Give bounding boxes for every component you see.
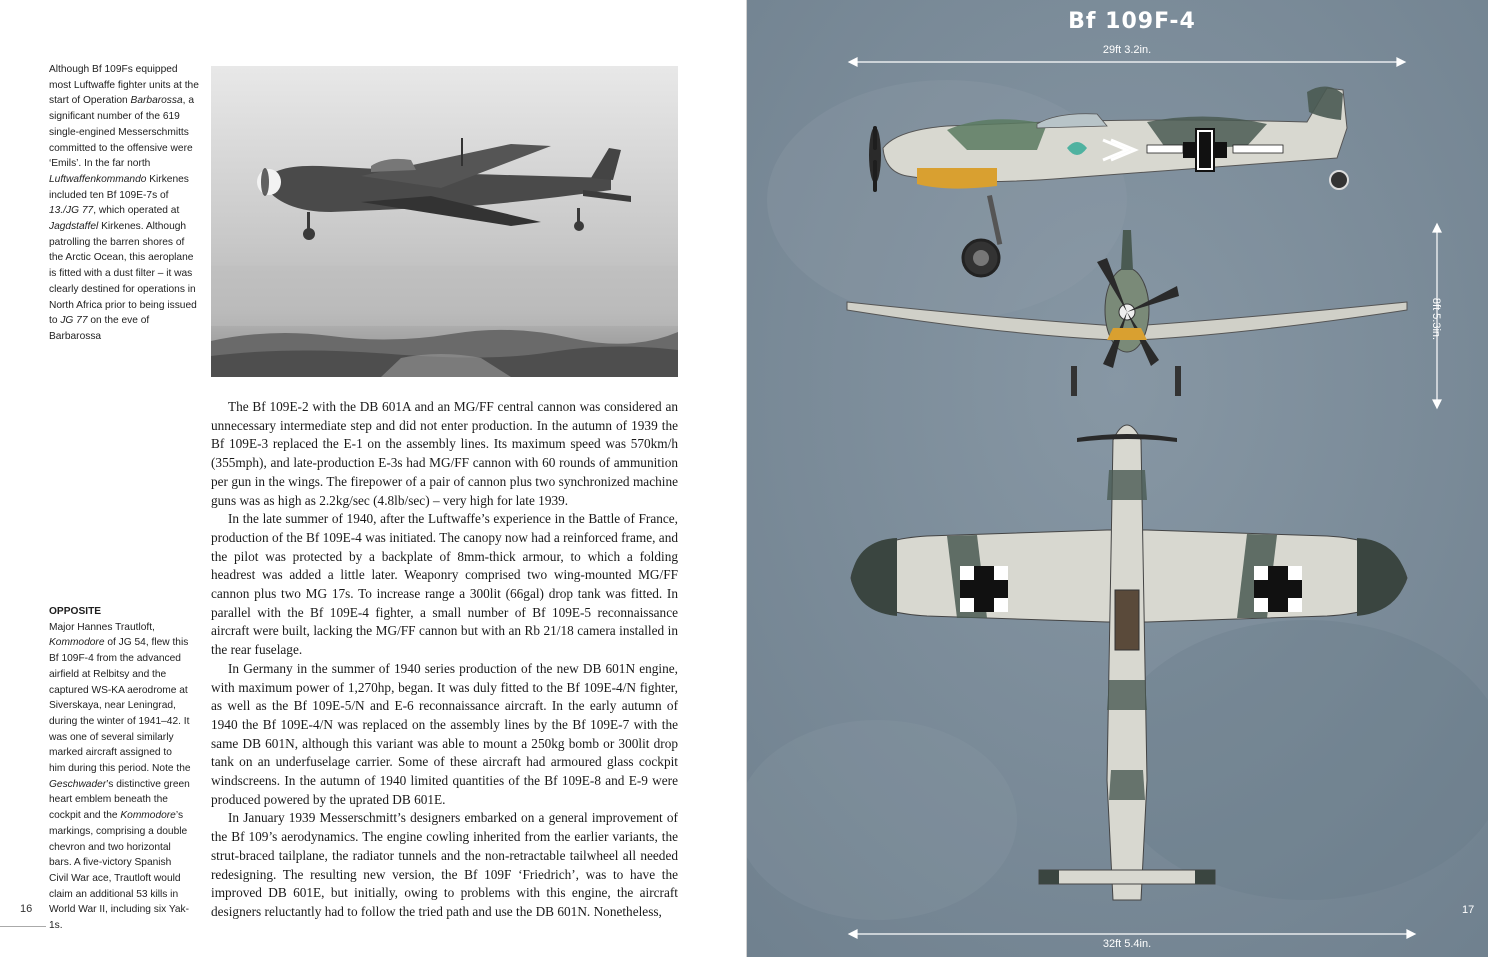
paragraph: The Bf 109E-2 with the DB 601A and an MG/FF central cannon was considered an unnecessary intermediate step and did not enter production. In the autumn of 1939 the Bf 109E-3 replaced the E-1 on the assembly lines. Its maximum speed was 570km/h (355mph), and late-production E-3s had MG/FF cannon with 60 rounds of ammunition per gun in the wings. The firepower of a pair of cannon plus two synchronized machine guns was as high as 2.2kg/sec (4.8lb/sec) – very high for late 1939. (211, 399, 678, 508)
historical-photo (211, 66, 678, 377)
caption-text: Kirkenes. Although patrolling the barren shores of the Arctic Ocean, this aeroplane is fitted with a dust filter – it was clearly destined for operations in North Africa prior to being issued to (49, 221, 197, 327)
caption-text: Kirkenes included ten Bf 109E-7s of (49, 173, 189, 201)
wing-cross-left (960, 566, 1008, 612)
paragraph: In the late summer of 1940, after the Luftwaffe’s experience in the Battle of France, production of the Bf 109E-4 was initiated. The canopy now had a reinforced frame, and the pilot was protected by a backplate of 8mm-thick armour, to which a folding headrest was added a little later. Weaponry comprised two wing-mounted MG/FF cannon plus two MG 17s. To increase range a 300lit (66gal) drop tank was fitted. In parallel with the Bf 109E-4 fighter, a small number of Bf 109E-5 reconnaissance aircraft were built, lacking the MG/FF cannon but with an Rb 21/18 camera installed in the rear fuselage. (211, 511, 678, 658)
paragraph: In January 1939 Messerschmitt’s designers embarked on a general improvement of the Bf 109’s aerodynamics. The engine cowling inherited from the earlier variants, the strut-braced tailplane, the radiator tunnels and the non-retractable tailwheel all needed redesigning. The resulting new version, the Bf 109F ‘Friedrich’, was to have the improved DB 601E, but initially, owing to problems with this engine, the aircraft designers reluctantly had to follow the tried path and use the DB 601N. Nonetheless, (211, 810, 678, 919)
caption-text: of JG 54, flew this Bf 109F-4 from the advanced airfield at Relbitsy and the captured WS-KA aerodrome at Siverskaya, near Leningrad, during the winter of 1941–42. It was one of several similarly marked aircraft assigned to him during this period. Note the (49, 637, 191, 775)
caption-italic-text: Kommodore (120, 810, 176, 822)
side-view (869, 86, 1348, 276)
opposite-caption (49, 604, 191, 934)
caption-body (49, 622, 191, 931)
page-number: 16 (20, 903, 33, 915)
caption-text: , which operated at (93, 205, 180, 217)
top-view (851, 425, 1407, 900)
caption-text: Although Bf 109Fs equipped most Luftwaffe fighter units at the start of Operation (49, 64, 199, 107)
page-number: 17 (1462, 904, 1475, 916)
wing-cross-right (1254, 566, 1302, 612)
caption-italic-text: Geschwader (49, 778, 107, 790)
plate-title: Bf 109F-4 (1068, 9, 1196, 34)
photo-caption (49, 62, 199, 345)
bf109e-photo-image (211, 66, 678, 377)
caption-text: , a significant number of the 619 single-engined Messerschmitts committed to the offensive were ‘Emils’. In the far north (49, 95, 194, 170)
caption-heading: OPPOSITE (49, 606, 102, 617)
wingspan-dimension-top: 29ft 3.2in. (1102, 44, 1152, 56)
caption-italic-text: Kommodore (49, 637, 105, 649)
paragraph: In Germany in the summer of 1940 series production of the new DB 601N engine, with maximum power of 1,270hp, began. It was duly fitted to the Bf 109E-4/N fighter, as well as the Bf 109E-5/N and E-6 reconnaissance aircraft. In the early autumn of 1940 the Bf 109E-4/N was replaced on the assembly lines by the Bf 109E-7 with the same DB 601N, although this variant was able to mount a 250kg bomb or 300lit drop tank on an underfuselage carrier. Some of these aircraft had armoured glass cockpit windscreens. In the autumn of 1940 limited quantities of the Bf 109E-8 and E-9 were produced powered by the uprated DB 601E. (211, 660, 678, 807)
caption-italic-text: Barbarossa (130, 95, 183, 107)
footer-rule (0, 926, 46, 927)
caption-text: Major Hannes Trautloft, (49, 621, 155, 633)
height-dimension: 8ft 5.3in. (1430, 297, 1443, 341)
wingspan-dimension-bottom: 32ft 5.4in. (1102, 938, 1152, 950)
caption-italic-text: Jagdstaffel (49, 221, 99, 233)
body-text (211, 398, 678, 922)
caption-text: on the eve of Barbarossa (49, 315, 150, 342)
caption-italic-text: Luftwaffenkommando (49, 173, 147, 185)
right-page (747, 0, 1488, 957)
front-view (847, 230, 1407, 396)
caption-text: ’s markings, comprising a double chevron and two horizontal bars. A five-victory Spanish Civil War ace, Trautloft would claim an additional 53 kills in World War II, including six Yak-1s. (49, 810, 190, 932)
aircraft-profile-views (747, 0, 1488, 957)
caption-italic-text: 13./JG 77 (49, 205, 94, 217)
caption-text: ’s distinctive green heart emblem beneath the cockpit and the (49, 778, 190, 822)
caption-italic-text: JG 77 (60, 315, 88, 327)
